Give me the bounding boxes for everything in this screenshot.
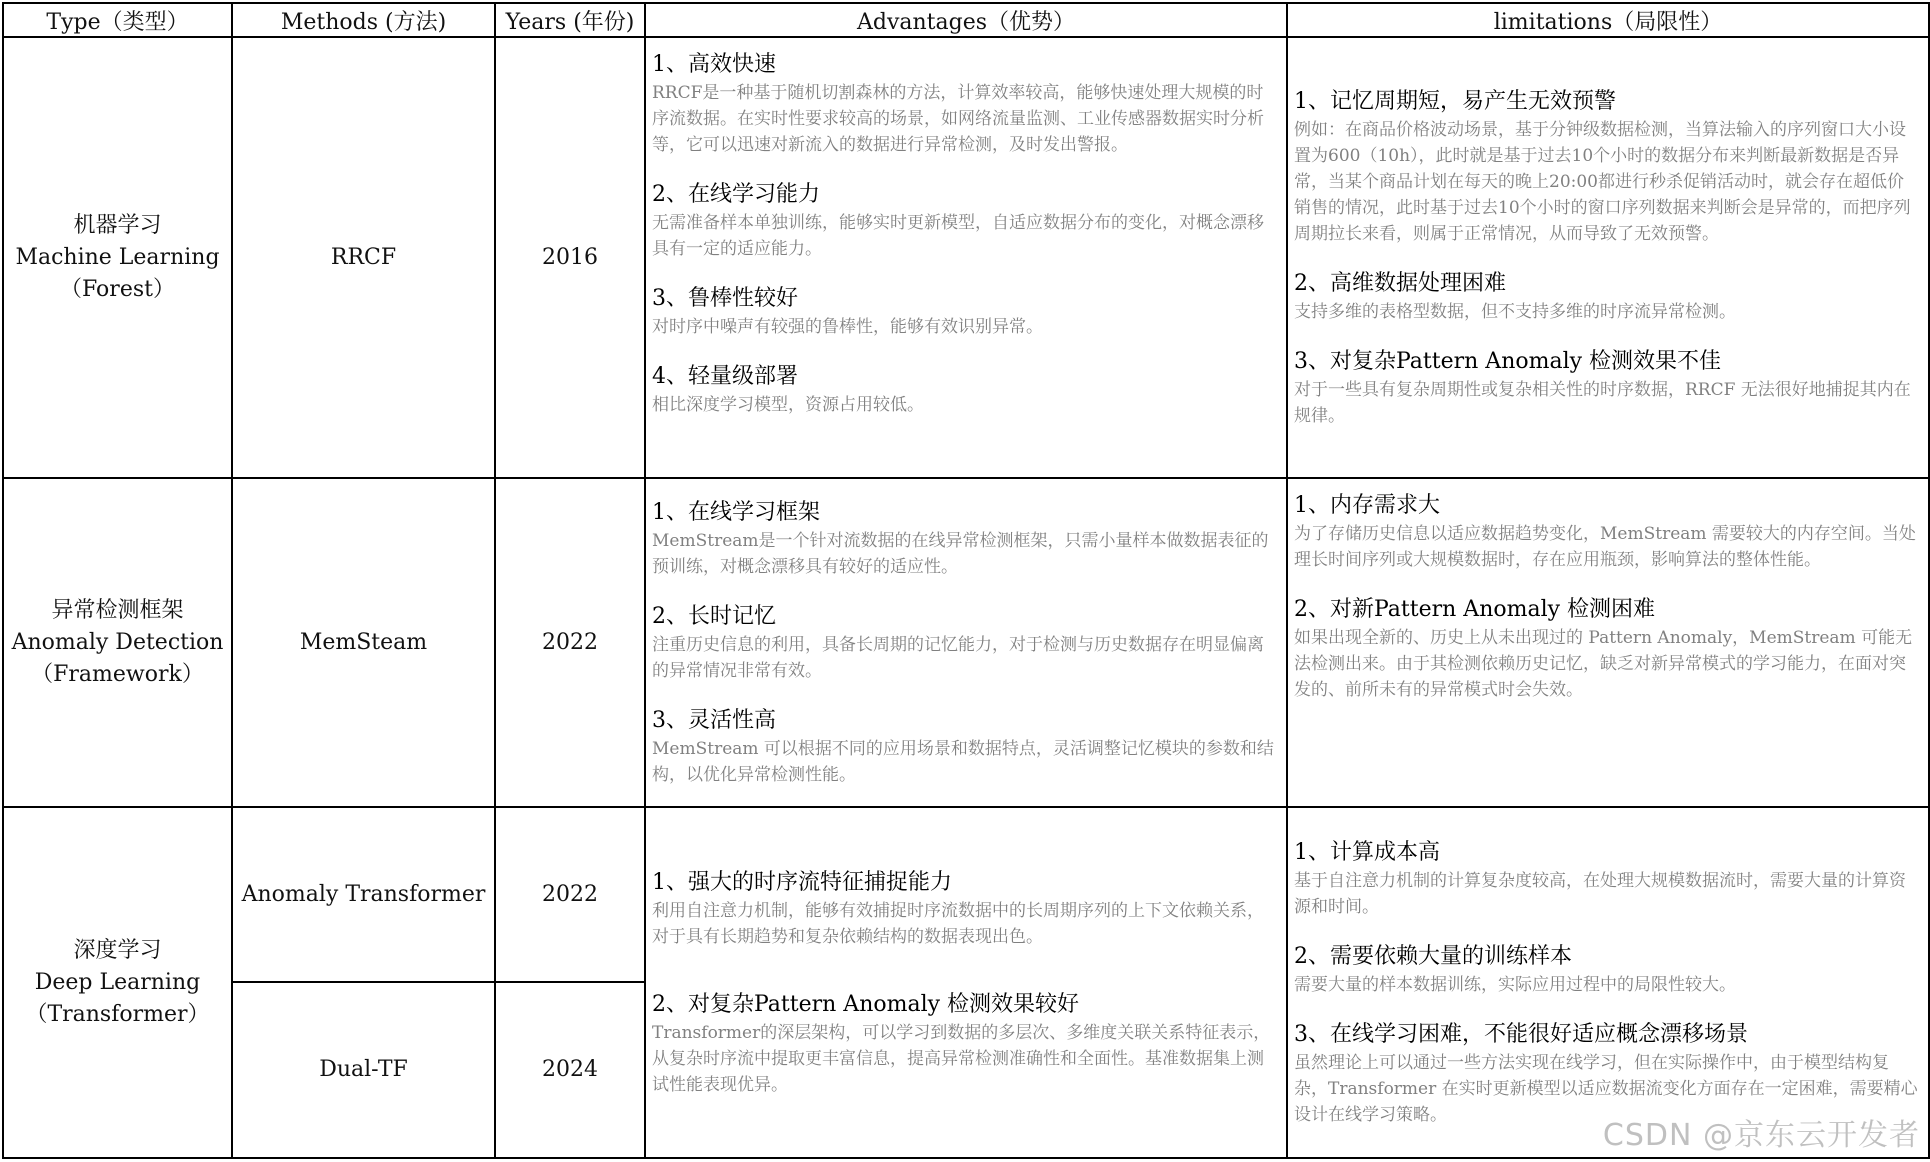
table-row [3, 37, 1929, 478]
watermark: CSDN @京东云开发者 [1602, 1118, 1920, 1153]
type-sub: （Forest） [60, 276, 175, 302]
item-title: 3、对复杂Pattern Anomaly 检测效果不佳 [1294, 348, 1722, 374]
item-desc: Transformer的深层架构，可以学习到数据的多层次、多维度关联关系特征表示，从复杂时序流中提取更丰富信息，提高异常检测准确性和全面性。基准数据集上测试性能表现优异。 [652, 1022, 1271, 1095]
year-cell: 2024 [495, 982, 645, 1158]
type-en: Deep Learning [34, 969, 201, 995]
header-years: Years (年份) [495, 3, 645, 37]
type-cell [3, 807, 232, 1158]
method-cell: MemSteam [232, 478, 495, 807]
type-en: Machine Learning [15, 244, 220, 270]
item-title: 1、内存需求大 [1294, 493, 1440, 518]
item-title: 1、强大的时序流特征捕捉能力 [652, 869, 952, 895]
item-title: 2、在线学习能力 [652, 182, 820, 207]
item-title: 3、在线学习困难，不能很好适应概念漂移场景 [1294, 1021, 1748, 1047]
type-sub: （Framework） [31, 661, 204, 687]
type-cn: 深度学习 [73, 937, 162, 963]
limitations-cell [1287, 478, 1929, 807]
table-row [3, 807, 1929, 982]
method-cell: Dual-TF [232, 982, 495, 1158]
list-item [652, 284, 1278, 340]
method-cell: RRCF [232, 37, 495, 478]
list-item [652, 498, 1278, 580]
type-en: Anomaly Detection [11, 629, 224, 655]
type-cell [3, 478, 232, 807]
list-item [652, 180, 1278, 262]
item-desc: 虽然理论上可以通过一些方法实现在线学习，但在实际操作中，由于模型结构复杂，Transformer 在实时更新模型以适应数据流变化方面存在一定困难，需要精心设计在线学习策略。 [1294, 1052, 1918, 1125]
item-desc: 对时序中噪声有较强的鲁棒性，能够有效识别异常。 [652, 317, 1043, 337]
item-desc: 支持多维的表格型数据，但不支持多维的时序流异常检测。 [1294, 301, 1736, 322]
item-title: 3、灵活性高 [652, 707, 776, 733]
item-title: 3、鲁棒性较好 [652, 286, 798, 311]
item-desc: 需要大量的样本数据训练，实际应用过程中的局限性较大。 [1294, 974, 1736, 995]
year-cell: 2022 [495, 478, 645, 807]
method-cell: Anomaly Transformer [232, 807, 495, 982]
list-item [652, 50, 1278, 158]
list-item [652, 990, 1278, 1098]
header-advantages: Advantages（优势） [645, 3, 1287, 37]
item-desc: 为了存储历史信息以适应数据趋势变化，MemStream 需要较大的内存空间。当处理长时间序列或大规模数据时，存在应用瓶颈，影响算法的整体性能。 [1294, 524, 1916, 570]
item-desc: 无需准备样本单独训练，能够实时更新模型，自适应数据分布的变化，对概念漂移具有一定的适应能力。 [652, 213, 1264, 259]
item-desc: MemStream 可以根据不同的应用场景和数据特点，灵活调整记忆模块的参数和结构，以优化异常检测性能。 [652, 738, 1274, 785]
list-item [652, 868, 1278, 950]
type-cn: 机器学习 [73, 212, 162, 238]
item-title: 4、轻量级部署 [652, 364, 798, 389]
header-limitations: limitations（局限性） [1287, 3, 1929, 37]
list-item [1294, 838, 1920, 920]
item-title: 2、长时记忆 [652, 603, 776, 629]
item-desc: 对于一些具有复杂周期性或复杂相关性的时序数据，RRCF 无法很好地捕捉其内在规律。 [1294, 379, 1911, 426]
advantages-cell [645, 37, 1287, 478]
item-title: 1、在线学习框架 [652, 499, 820, 525]
list-item [1294, 595, 1920, 703]
header-row [3, 3, 1929, 37]
type-cn: 异常检测框架 [51, 597, 184, 623]
item-desc: 注重历史信息的利用，具备长周期的记忆能力，对于检测与历史数据存在明显偏离的异常情况非常有效。 [652, 634, 1264, 681]
item-desc: 例如：在商品价格波动场景，基于分钟级数据检测，当算法输入的序列窗口大小设置为600（10h），此时就是基于过去10个小时的数据分布来判断最新数据是否异常，当某个商品计划在每天的晚上20:00都进行秒杀促销活动时，就会存在超低价销售的情况，此时基于过去10个小时的窗口序列数据来判断会是异常的，而把序列周期拉长来看，则属于正常情况，从而导致了无效预警。 [1294, 119, 1911, 244]
list-item [652, 362, 1278, 418]
header-methods: Methods (方法) [232, 3, 495, 37]
list-item [652, 602, 1278, 684]
item-title: 2、高维数据处理困难 [1294, 270, 1506, 296]
year-cell: 2022 [495, 807, 645, 982]
table-row [3, 478, 1929, 807]
list-item [1294, 269, 1920, 325]
item-title: 2、需要依赖大量的训练样本 [1294, 943, 1572, 969]
type-sub: （Transformer） [25, 1001, 210, 1027]
list-item [1294, 942, 1920, 998]
header-type: Type（类型） [3, 3, 232, 37]
item-desc: 相比深度学习模型，资源占用较低。 [652, 395, 924, 415]
list-item [652, 706, 1278, 788]
type-cell [3, 37, 232, 478]
item-desc: 如果出现全新的、历史上从未出现过的 Pattern Anomaly，MemStream 可能无法检测出来。由于其检测依赖历史记忆，缺乏对新异常模式的学习能力，在面对突发的、前所未有的异常模式时会失效。 [1294, 628, 1913, 700]
item-title: 2、对复杂Pattern Anomaly 检测效果较好 [652, 991, 1080, 1017]
item-title: 1、记忆周期短，易产生无效预警 [1294, 88, 1616, 114]
item-desc: MemStream是一个针对流数据的在线异常检测框架，只需小量样本做数据表征的预训练，对概念漂移具有较好的适应性。 [652, 530, 1269, 577]
item-desc: 基于自注意力机制的计算复杂度较高，在处理大规模数据流时，需要大量的计算资源和时间。 [1294, 870, 1906, 917]
item-desc: RRCF是一种基于随机切割森林的方法，计算效率较高，能够快速处理大规模的时序流数据。在实时性要求较高的场景，如网络流量监测、工业传感器数据实时分析等，它可以迅速对新流入的数据进行异常检测，及时发出警报。 [652, 83, 1264, 155]
item-title: 2、对新Pattern Anomaly 检测困难 [1294, 597, 1656, 622]
advantages-cell [645, 478, 1287, 807]
list-item [1294, 87, 1920, 247]
advantages-cell [645, 807, 1287, 1158]
item-title: 1、计算成本高 [1294, 839, 1440, 865]
list-item [1294, 347, 1920, 429]
year-cell: 2016 [495, 37, 645, 478]
list-item [1294, 491, 1920, 573]
comparison-table [2, 2, 1930, 1159]
limitations-cell [1287, 807, 1929, 1158]
limitations-cell [1287, 37, 1929, 478]
item-title: 1、高效快速 [652, 52, 776, 77]
item-desc: 利用自注意力机制，能够有效捕捉时序流数据中的长周期序列的上下文依赖关系，对于具有长期趋势和复杂依赖结构的数据表现出色。 [652, 900, 1264, 947]
